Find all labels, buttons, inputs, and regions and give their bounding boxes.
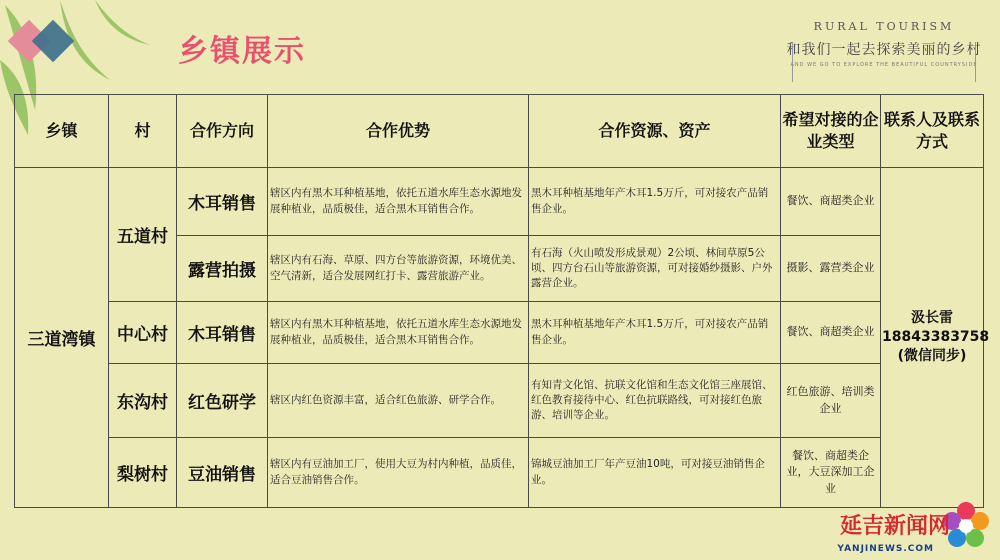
resource-cell: 有石海（火山喷发形成景观）2公顷、林间草原5公顷、四方台石山等旅游资源，可对接婚纱摄影、户外露营企业。 <box>529 236 781 302</box>
direction-cell: 红色研学 <box>177 364 268 438</box>
enterprise-type-cell: 摄影、露营类企业 <box>781 236 881 302</box>
direction-cell: 豆油销售 <box>177 438 268 508</box>
direction-cell: 露营拍摄 <box>177 236 268 302</box>
contact-cell <box>881 168 990 508</box>
advantage-cell: 辖区内有石海、草原、四方台等旅游资源，环境优美、空气清新，适合发展网红打卡、露营旅游产业。 <box>268 236 529 302</box>
village-cell: 五道村 <box>109 168 177 302</box>
brand-block <box>784 20 984 68</box>
brand-divider-right <box>971 42 976 82</box>
contact-phone: 18843383758 <box>882 329 990 346</box>
resource-cell: 有知青文化馆、抗联文化馆和生态文化馆三座展馆、红色教育接待中心、红色抗联路线，可对接红色旅游、培训等企业。 <box>529 364 781 438</box>
table-header-row <box>15 95 984 168</box>
direction-cell: 木耳销售 <box>177 302 268 364</box>
page-title: 乡镇展示 <box>178 34 306 69</box>
brand-divider-left <box>792 42 797 82</box>
advantage-cell: 辖区内有黑木耳种植基地，依托五道水库生态水源地发展种植业，品质极佳，适合黑木耳销售合作。 <box>268 302 529 364</box>
resource-cell: 黑木耳种植基地年产木耳1.5万斤，可对接农产品销售企业。 <box>529 302 781 364</box>
township-table <box>14 94 990 508</box>
resource-cell: 锦城豆油加工厂年产豆油10吨，可对接豆油销售企业。 <box>529 438 781 508</box>
table-row <box>15 168 984 236</box>
header-village: 村 <box>109 95 177 168</box>
advantage-cell: 辖区内红色资源丰富，适合红色旅游、研学合作。 <box>268 364 529 438</box>
brand-tiny: AND WE GO TO EXPLORE THE BEAUTIFUL COUNTRYSIDE <box>790 62 978 68</box>
header-direction: 合作方向 <box>177 95 268 168</box>
table-row <box>15 364 984 438</box>
direction-cell: 木耳销售 <box>177 168 268 236</box>
resource-cell: 黑木耳种植基地年产木耳1.5万斤，可对接农产品销售企业。 <box>529 168 781 236</box>
table-row <box>15 302 984 364</box>
village-cell: 东沟村 <box>109 364 177 438</box>
village-cell: 梨树村 <box>109 438 177 508</box>
advantage-cell: 辖区内有黑木耳种植基地，依托五道水库生态水源地发展种植业，品质极佳，适合黑木耳销售合作。 <box>268 168 529 236</box>
logo-text: 延吉新闻网 <box>839 513 950 539</box>
header-enterprise-type: 希望对接的企业类型 <box>781 95 881 168</box>
village-cell: 中心村 <box>109 302 177 364</box>
enterprise-type-cell: 红色旅游、培训类企业 <box>781 364 881 438</box>
header-advantage: 合作优势 <box>268 95 529 168</box>
advantage-cell: 辖区内有豆油加工厂，使用大豆为村内种植，品质佳，适合豆油销售合作。 <box>268 438 529 508</box>
logo-url: YANJINEWS.COM <box>837 544 934 554</box>
header-contact: 联系人及联系方式 <box>881 95 984 168</box>
brand-cn: 和我们一起去探索美丽的乡村 <box>786 42 982 58</box>
enterprise-type-cell: 餐饮、商超类企业 <box>781 302 881 364</box>
enterprise-type-cell: 餐饮、商超类企业 <box>781 168 881 236</box>
town-cell: 三道湾镇 <box>15 168 109 508</box>
header-resource: 合作资源、资产 <box>529 95 781 168</box>
brand-en: RURAL TOURISM <box>813 20 955 33</box>
contact-name: 汲长雷 <box>911 310 953 327</box>
enterprise-type-cell: 餐饮、商超类企业，大豆深加工企业 <box>781 438 881 508</box>
contact-note: (微信同步) <box>897 347 967 364</box>
header-town: 乡镇 <box>15 95 109 168</box>
